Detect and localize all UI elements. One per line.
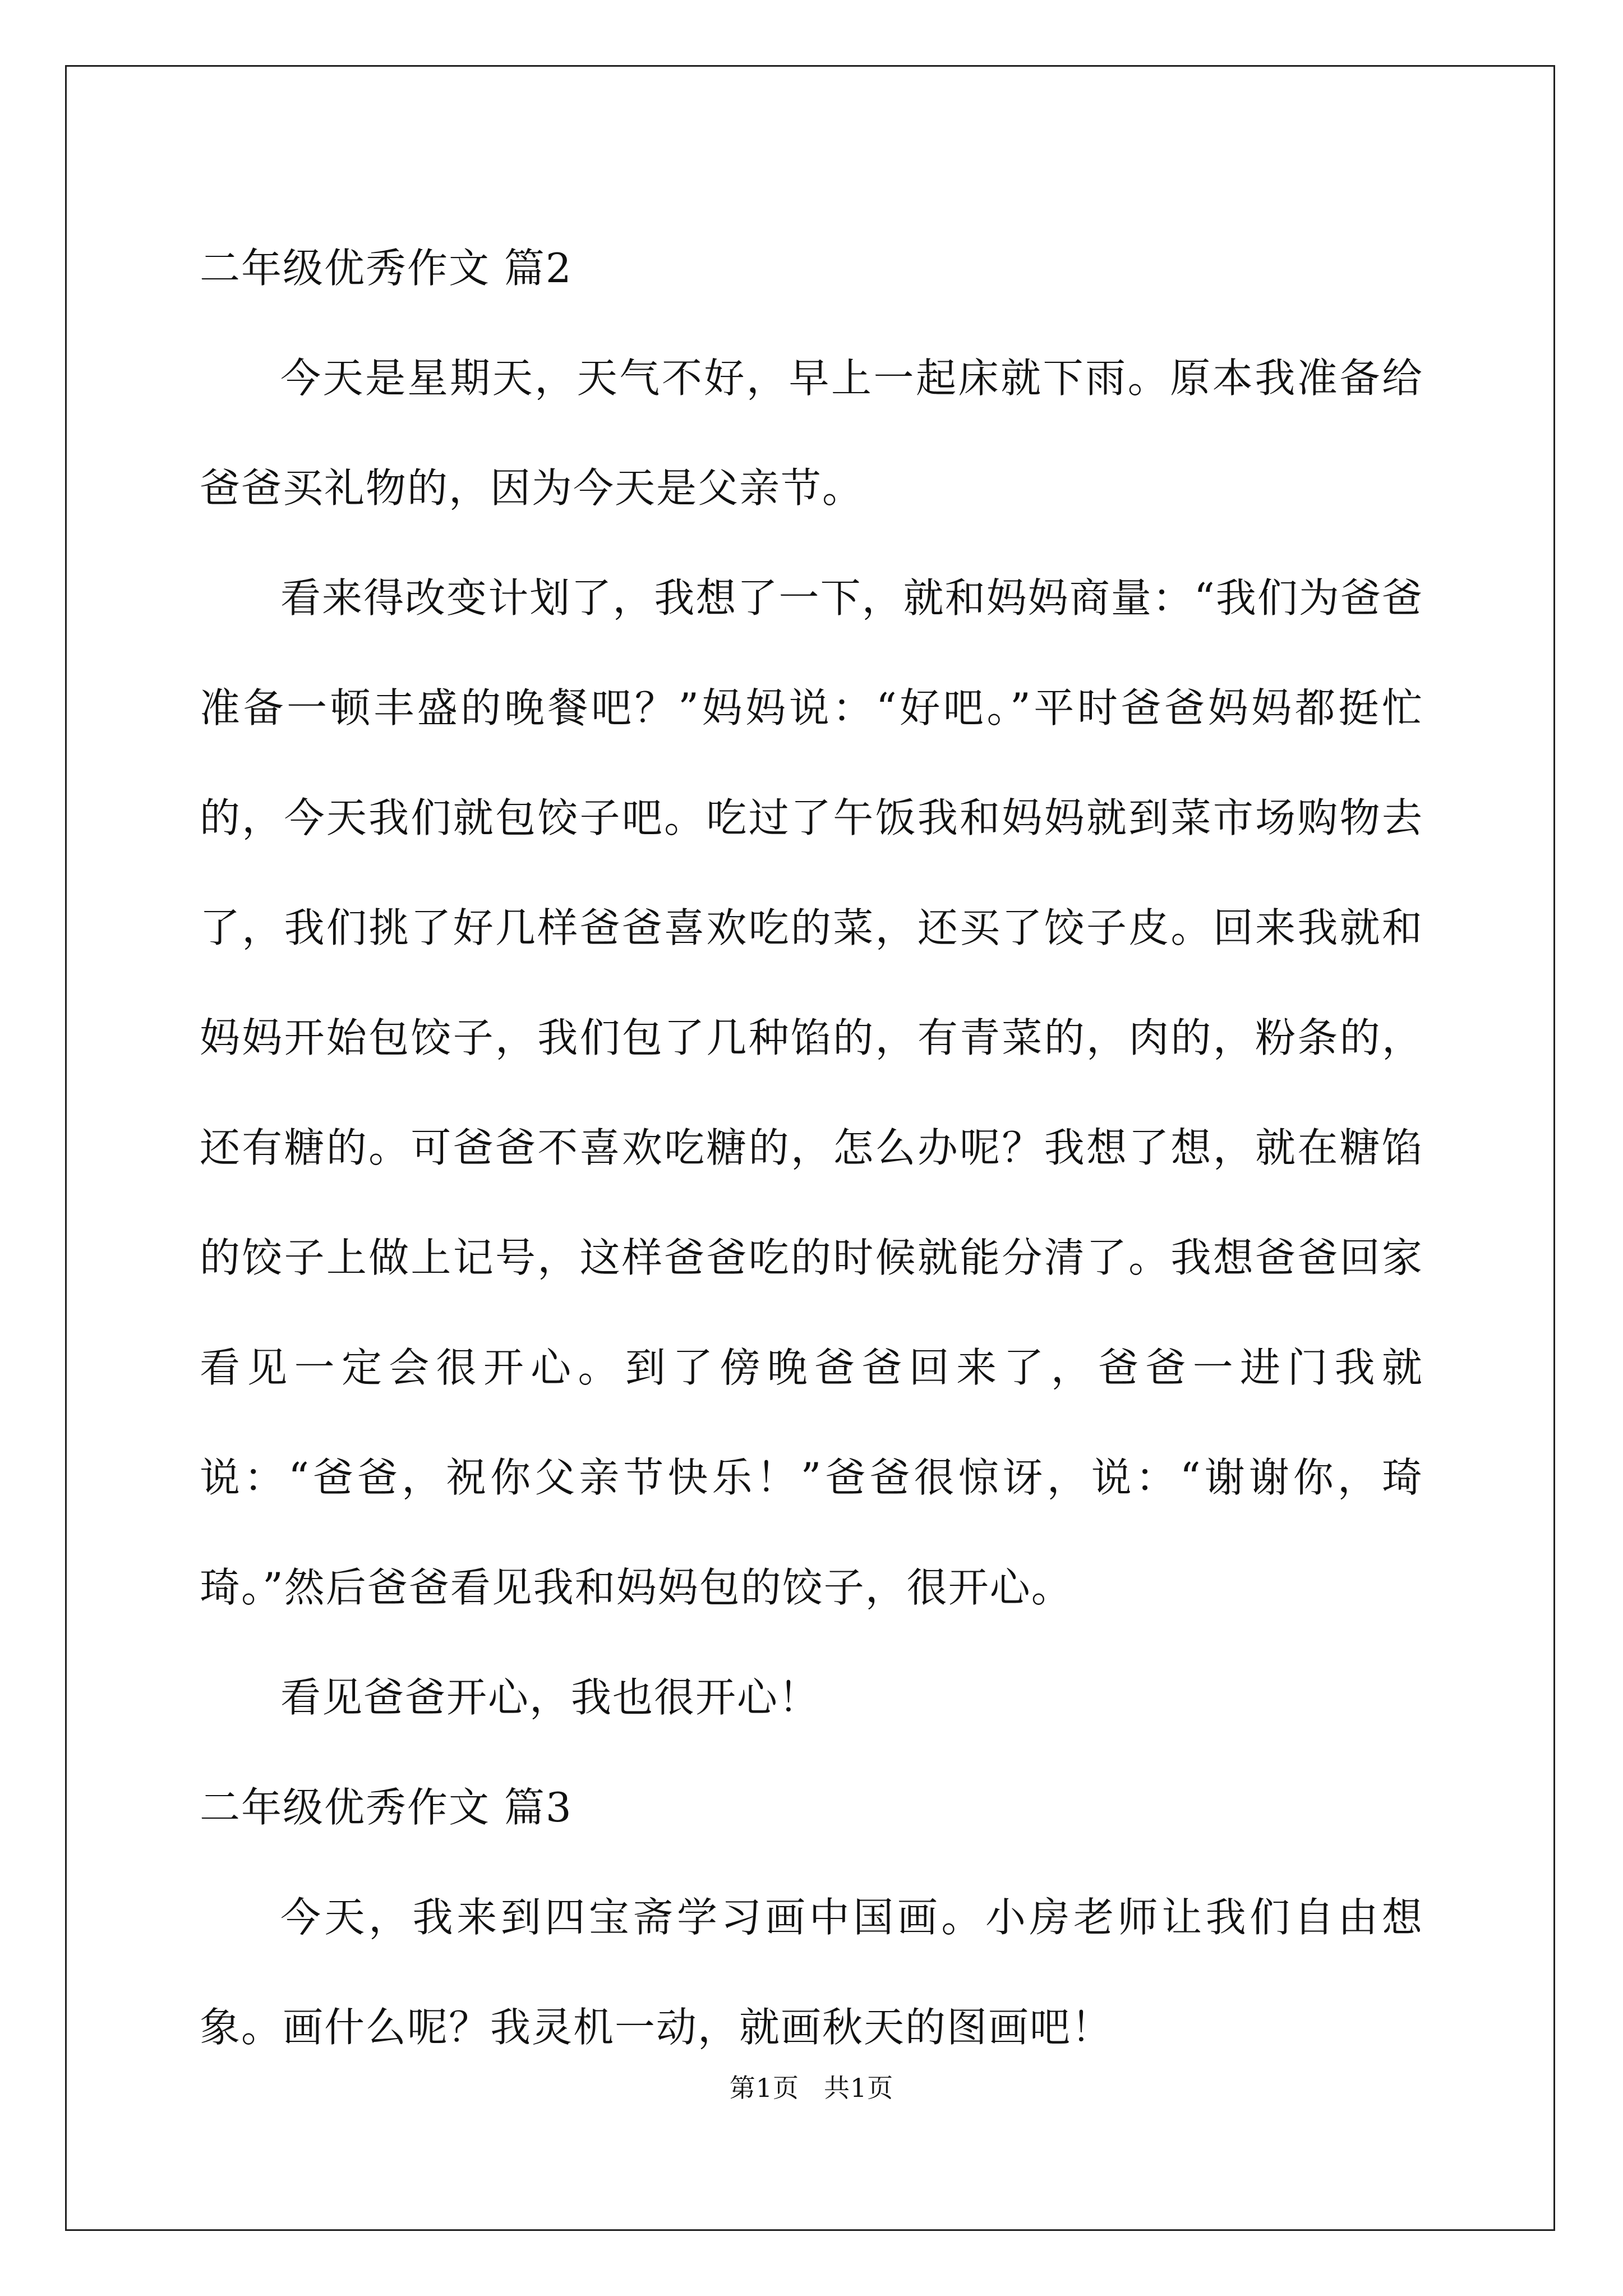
paragraph-2-1: 今天是星期天，天气不好，早上一起床就下雨。原本我准备给爸爸买礼物的，因为今天是父亲节。 [200, 355, 1423, 512]
page-number: 第1页 [729, 2073, 799, 2103]
paragraph-2-2: 看来得改变计划了，我想了一下，就和妈妈商量：“我们为爸爸准备一顿丰盛的晚餐吧？”妈妈说：“好吧。”平时爸爸妈妈都挺忙的，今天我们就包饺子吧。吃过了午饭我和妈妈就到菜市场购物去了，我们挑了好几样爸爸喜欢吃的菜，还买了饺子皮。回来我就和妈妈开始包饺子，我们包了几种馅的，有青菜的，肉的，粉条的，还有糖的。可爸爸不喜欢吃糖的，怎么办呢？我想了想，就在糖馅的饺子上做上记号，这样爸爸吃的时候就能分清了。我想爸爸回家看见一定会很开心。到了傍晚爸爸回来了，爸爸一进门我就说：“爸爸，祝你父亲节快乐！”爸爸很惊讶，说：“谢谢你，琦琦。”然后爸爸看见我和妈妈包的饺子，很开心。 [200, 574, 1423, 1611]
page-footer [0, 2071, 1623, 2105]
total-pages: 共1页 [824, 2073, 894, 2103]
section-heading-3: 二年级优秀作文 篇3 [200, 1784, 573, 1831]
paragraph-3-1: 今天，我来到四宝斋学习画中国画。小房老师让我们自由想象。画什么呢？我灵机一动，就画秋天的图画吧！ [200, 1894, 1423, 2051]
paragraph-2-3: 看见爸爸开心，我也很开心！ [280, 1674, 820, 1721]
section-heading-2: 二年级优秀作文 篇2 [200, 245, 573, 292]
document-body [200, 213, 1423, 2082]
